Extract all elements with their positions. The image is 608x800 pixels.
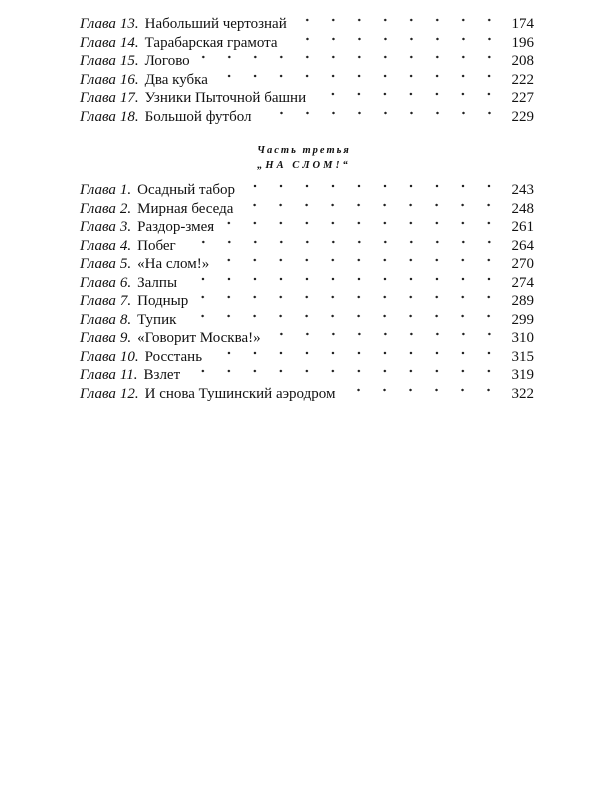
chapter-label: Глава [80, 53, 116, 69]
chapter-label: Глава [80, 293, 116, 309]
chapter-number: 15. [119, 53, 139, 69]
toc-part-two-tail [80, 15, 534, 126]
dot-leader [258, 108, 502, 118]
chapter-title: Логово [144, 53, 190, 69]
chapter-number: 8. [119, 311, 132, 328]
chapter-label: Глава [80, 367, 116, 383]
chapter-title: Взлет [143, 367, 181, 383]
page-number: 229 [511, 108, 534, 125]
toc-entry-ch14[interactable] [80, 34, 534, 53]
dot-leader [208, 348, 502, 358]
chapter-number: 3. [119, 219, 132, 235]
dot-leader [183, 274, 502, 284]
chapter-label: Глава [80, 256, 116, 272]
toc-part-three [80, 181, 534, 403]
page-number: 289 [511, 293, 534, 309]
chapter-title: И снова Тушинский аэродром [144, 385, 336, 402]
page-number: 319 [511, 367, 534, 383]
chapter-title: Подныр [137, 293, 189, 309]
chapter-title: Залпы [137, 274, 178, 291]
toc-entry-p3-ch11[interactable] [80, 366, 534, 385]
part-three-title: „НА СЛОМ!“ [257, 160, 351, 171]
chapter-number: 10. [119, 348, 139, 365]
chapter-title: Раздор-змея [137, 219, 215, 235]
chapter-number: 16. [119, 71, 139, 88]
chapter-number: 2. [119, 200, 132, 217]
toc-entry-ch16[interactable] [80, 71, 534, 90]
dot-leader [239, 200, 502, 210]
chapter-number: 5. [119, 256, 132, 272]
chapter-title: «Говорит Москва!» [137, 330, 261, 346]
chapter-title: Тупик [137, 311, 177, 328]
chapter-number: 14. [119, 34, 139, 51]
toc-entry-p3-ch2[interactable] [80, 200, 534, 219]
dot-leader [312, 89, 502, 99]
chapter-title: Тарабарская грамота [144, 34, 278, 51]
toc-entry-p3-ch9[interactable] [80, 329, 534, 348]
chapter-title: «На слом!» [137, 256, 210, 272]
toc-entry-ch18[interactable] [80, 108, 534, 127]
chapter-number: 9. [119, 330, 132, 346]
toc-entry-p3-ch6[interactable] [80, 274, 534, 293]
dot-leader [182, 237, 502, 247]
dot-leader [220, 218, 502, 228]
chapter-label: Глава [80, 348, 116, 365]
page-number: 299 [511, 311, 534, 328]
chapter-number: 18. [119, 108, 139, 125]
page-number: 270 [511, 256, 534, 272]
toc-entry-p3-ch12[interactable] [80, 385, 534, 404]
dot-leader [267, 329, 502, 339]
dot-leader [186, 366, 502, 376]
chapter-title: Узники Пыточной башни [144, 90, 307, 106]
toc-entry-p3-ch1[interactable] [80, 181, 534, 200]
chapter-title: Два кубка [144, 71, 208, 88]
chapter-number: 4. [119, 237, 132, 254]
chapter-number: 1. [119, 182, 132, 198]
page-number: 222 [511, 71, 534, 88]
page-number: 174 [511, 16, 534, 32]
chapter-title: Побег [137, 237, 176, 254]
chapter-label: Глава [80, 200, 116, 217]
dot-leader [214, 71, 502, 81]
toc-entry-ch17[interactable] [80, 89, 534, 108]
dot-leader [182, 311, 502, 321]
toc-entry-p3-ch3[interactable] [80, 218, 534, 237]
page-number: 196 [511, 34, 534, 51]
chapter-label: Глава [80, 330, 116, 346]
chapter-title: Набольший чертознай [144, 16, 287, 32]
toc-entry-p3-ch7[interactable] [80, 292, 534, 311]
chapter-label: Глава [80, 311, 116, 328]
dot-leader [341, 385, 502, 395]
chapter-label: Глава [80, 182, 116, 198]
toc-entry-p3-ch4[interactable] [80, 237, 534, 256]
chapter-label: Глава [80, 274, 116, 291]
page-number: 315 [511, 348, 534, 365]
page-number: 243 [511, 182, 534, 198]
chapter-title: Росстань [144, 348, 203, 365]
chapter-label: Глава [80, 219, 116, 235]
chapter-number: 6. [119, 274, 132, 291]
dot-leader [194, 292, 502, 302]
page-number: 264 [511, 237, 534, 254]
dot-leader [241, 181, 502, 191]
chapter-label: Глава [80, 16, 116, 32]
page-number: 227 [511, 90, 534, 106]
chapter-number: 11. [119, 367, 138, 383]
page-number: 310 [511, 330, 534, 346]
page-number: 274 [511, 274, 534, 291]
chapter-title: Осадный табор [137, 182, 235, 198]
chapter-number: 12. [119, 385, 139, 402]
chapter-number: 13. [119, 16, 139, 32]
dot-leader [196, 52, 502, 62]
toc-entry-p3-ch5[interactable] [80, 255, 534, 274]
page-number: 248 [511, 200, 534, 217]
chapter-label: Глава [80, 90, 116, 106]
chapter-number: 7. [119, 293, 132, 309]
page-number: 322 [511, 385, 534, 402]
page-number: 261 [511, 219, 534, 235]
dot-leader [215, 255, 502, 265]
dot-leader [293, 15, 502, 25]
page-number: 208 [511, 53, 534, 69]
toc-entry-ch13[interactable] [80, 15, 534, 34]
part-three-label: Часть третья [257, 145, 351, 156]
chapter-label: Глава [80, 71, 116, 88]
chapter-label: Глава [80, 237, 116, 254]
chapter-label: Глава [80, 108, 116, 125]
chapter-label: Глава [80, 34, 116, 51]
chapter-title: Мирная беседа [137, 200, 234, 217]
toc-entry-ch15[interactable] [80, 52, 534, 71]
toc-entry-p3-ch10[interactable] [80, 348, 534, 367]
dot-leader [284, 34, 502, 44]
chapter-label: Глава [80, 385, 116, 402]
toc-entry-p3-ch8[interactable] [80, 311, 534, 330]
chapter-title: Большой футбол [144, 108, 252, 125]
chapter-number: 17. [119, 90, 139, 106]
